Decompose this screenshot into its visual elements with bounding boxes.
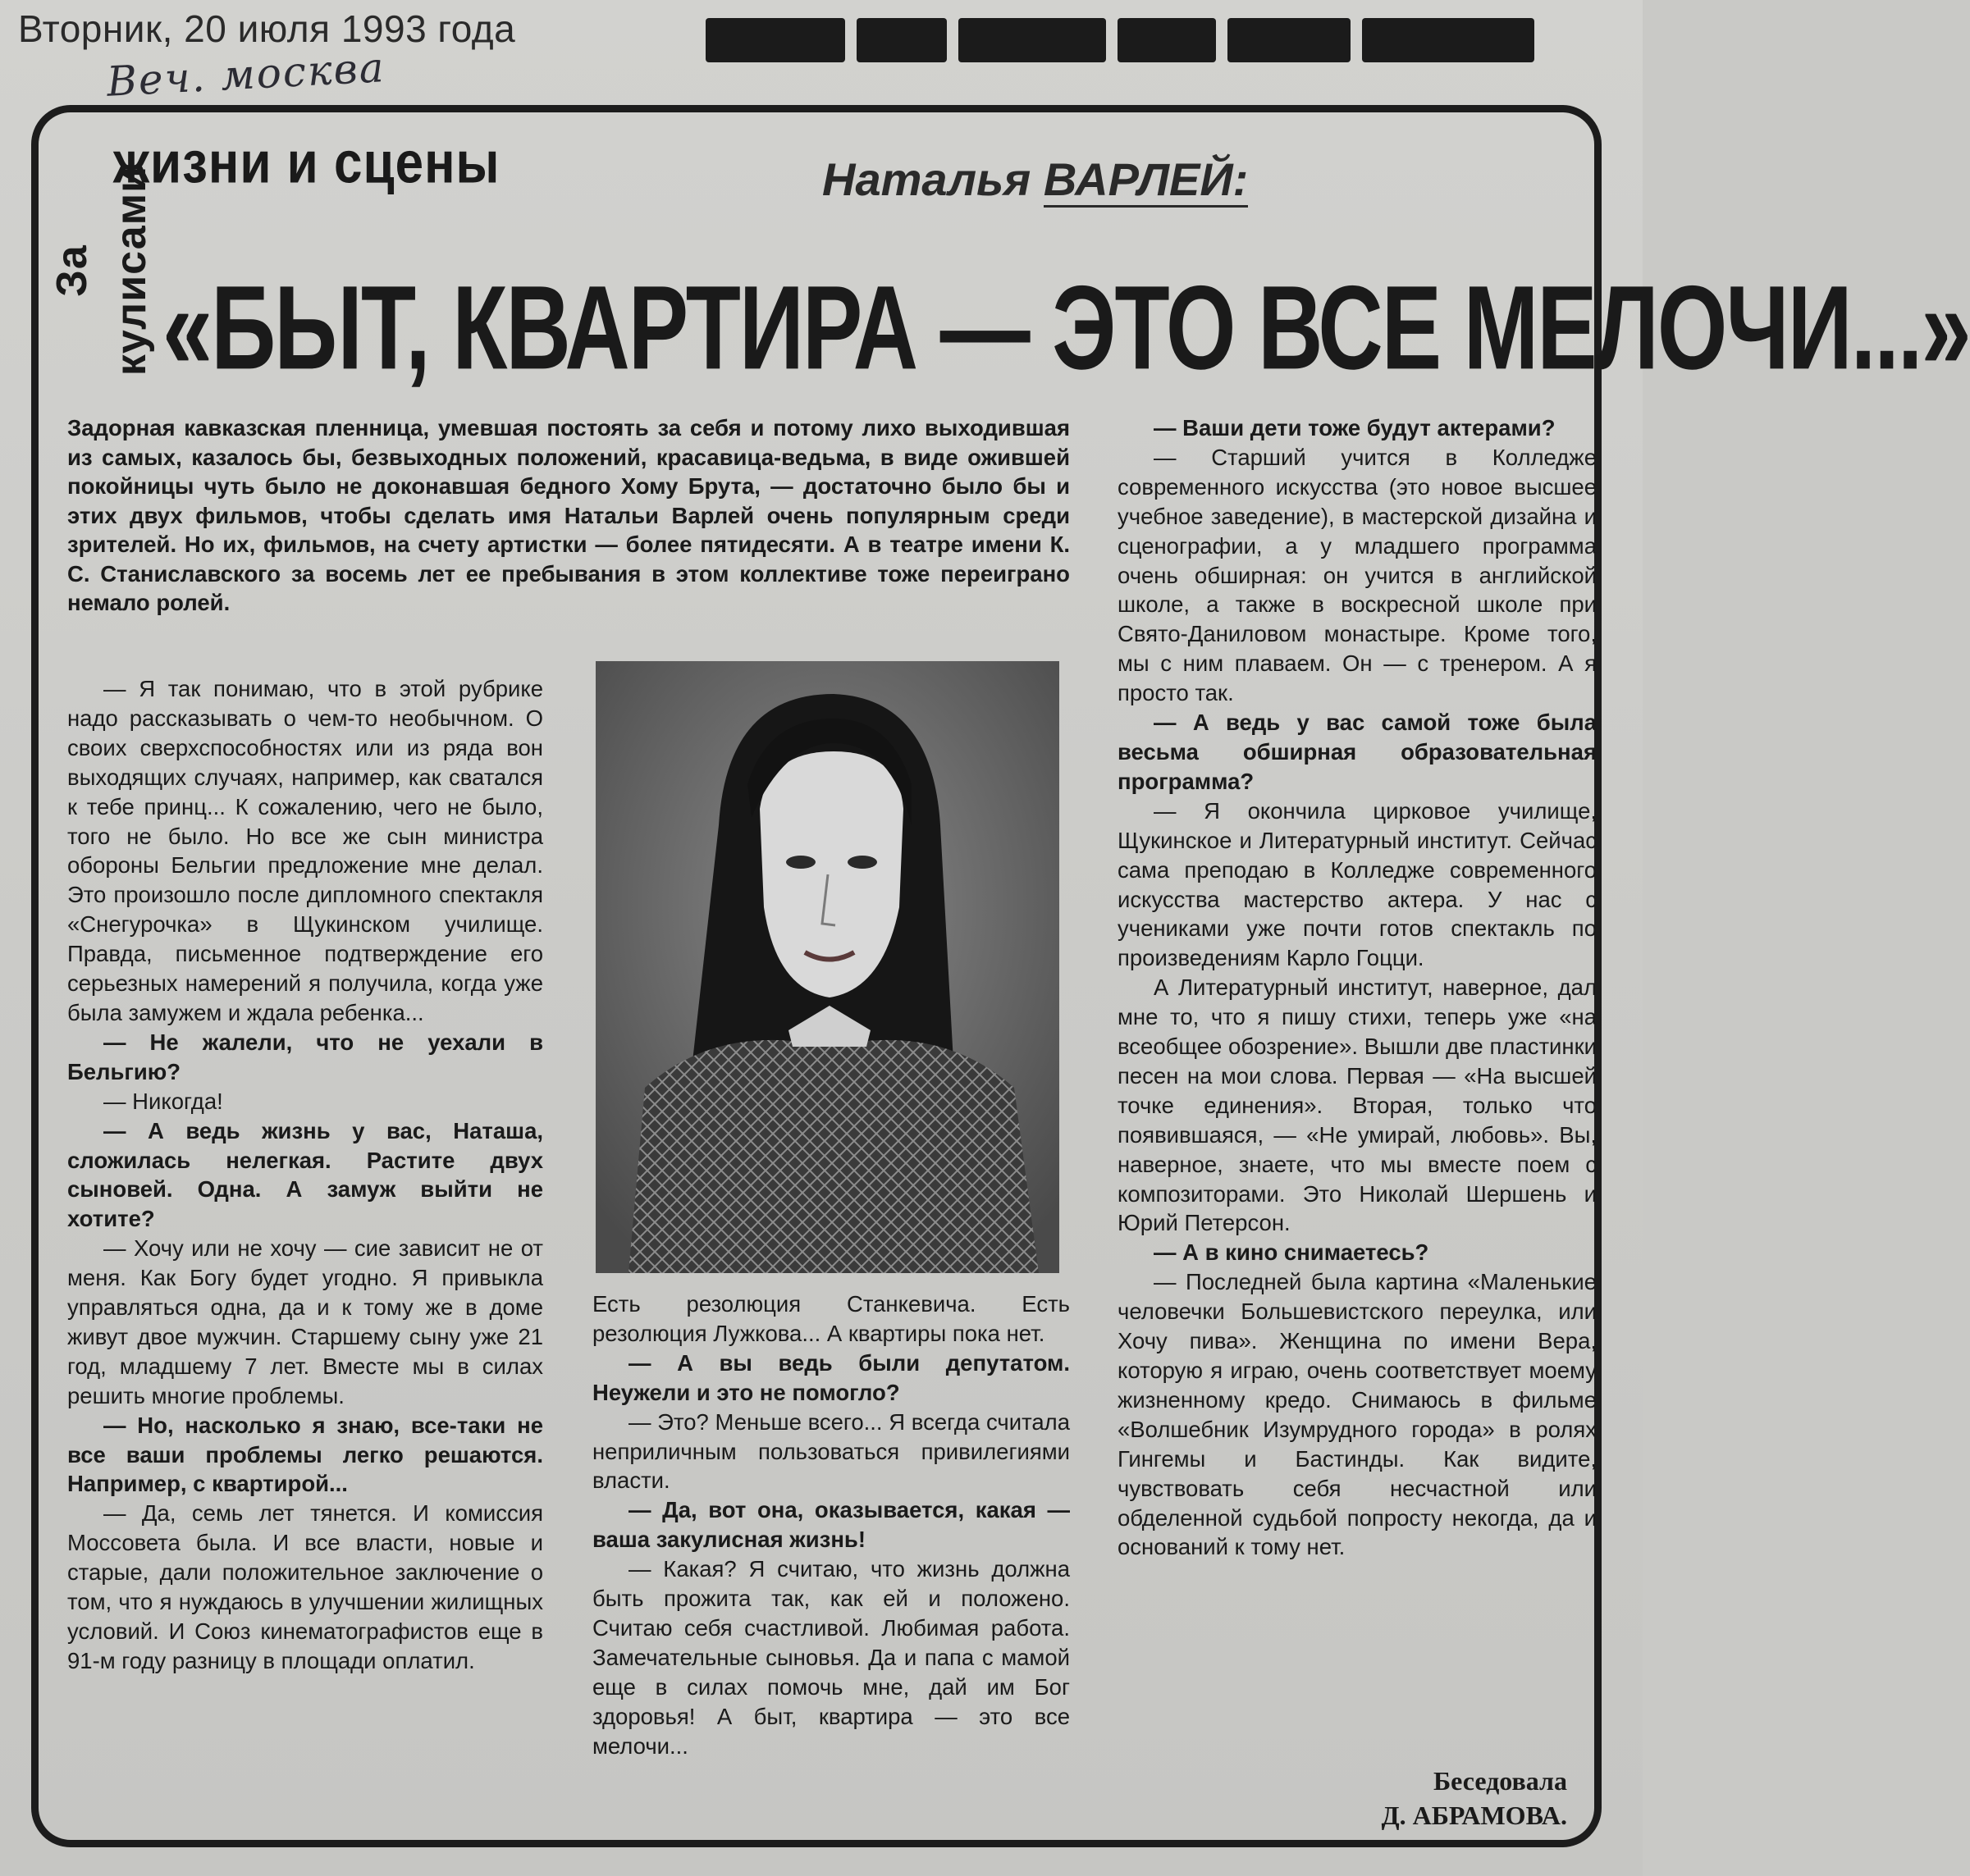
answer-paragraph: — Я окончила цирковое училище, Щукинское и Литературный институт. Сейчас сама преподаю в Колледже современного искусства мастерство актера. У нас с учениками уже почти готов спектакль по произведениям Карло Гоцци. xyxy=(1118,797,1597,971)
byline-first-name: Наталья xyxy=(822,153,1031,205)
answer-paragraph: — Последней была картина «Маленькие человечки Большевистского переулка, или Хочу пива». Женщина по имени Вера, которую я играю, очень соответствует моему жизненному кредо. Снимаюсь в фильме «Волшебник Изумрудного города» в ролях Гингемы и Бастинды. Как видите, чувствовать себя несчастной или обделенной судьбой попросту некогда, да и оснований к тому нет. xyxy=(1118,1269,1597,1560)
answer-paragraph: А Литературный институт, наверное, дал мне то, что я пишу стихи, теперь уже «на всеобщее обозрение». Вышли две пластинки песен на мои слова. Первая — «На высшей точке единения». Вторая, только что появившаяся, — «Не умирай, любовь». Вы, наверное, знаете, что мы вместе поем с композиторами. Это Николай Шершень и Юрий Петерсон. xyxy=(1118,975,1597,1236)
question-paragraph: — А ведь у вас самой тоже была весьма обширная образовательная программа? xyxy=(1118,710,1597,794)
rubric-vertical xyxy=(43,144,155,398)
answer-paragraph: — Старший учится в Колледже современного искусства (это новое высшее учебное заведение), в мастерской дизайна и сценографии, а у младшего программа очень обширная: он учится в английской школе, а также в воскресной школе при Свято-Даниловом монастыре. Кроме того, мы с ним плаваем. Он — с тренером. А я просто так. xyxy=(1118,444,1597,706)
answer-paragraph: — Я так понимаю, что в этой рубрике надо рассказывать о чем-то необычном. О своих сверхспособностях или из ряда вон выходящих случаях, например, как сватался к тебе принц... К сожалению, чего не было, того не было. Но все же сын министра обороны Бельгии предложение мне делал. Это произошло после дипломного спектакля «Снегурочка» в Щукинском училище. Правда, письменное подтверждение его серьезных намерений я получила, когда уже была замужем и ждала ребенка... xyxy=(67,676,543,1025)
answer-paragraph: — Хочу или не хочу — сие зависит не от меня. Как Богу будет угодно. Я привыкла управляться одна, да и к тому же в доме живут двое мужчин. Старшему сыну уже 21 год, младшему 7 лет. Вместе мы в силах решить многие проблемы. xyxy=(67,1235,543,1408)
question-paragraph: — Да, вот она, оказывается, какая — ваша закулисная жизнь! xyxy=(592,1497,1070,1553)
answer-paragraph: — Никогда! xyxy=(103,1088,223,1114)
handwritten-note: Веч. москва xyxy=(105,43,386,106)
question-paragraph: — Ваши дети тоже будут актерами? xyxy=(1154,415,1556,440)
question-paragraph: — А вы ведь были депутатом. Неужели и это не помогло? xyxy=(592,1349,1070,1405)
column-middle xyxy=(592,1289,1070,1761)
signature-block xyxy=(1296,1764,1567,1833)
lead-paragraph: Задорная кавказская пленница, умевшая постоять за себя и потому лихо выходившая из самых, казалось бы, безвыходных положений, красавица-ведьма, в виде ожившей покойницы чуть было не доконавшая бедного Хому Брута, — достаточно было бы и этих двух фильмов, чтобы сделать имя Натальи Варлей очень популярным среди зрителей. Но их, фильмов, на счету артистки — более пятидесяти. А в театре имени К. С. Станиславского за восемь лет ее пребывания в этом коллективе тоже переиграно немало ролей. xyxy=(67,415,1070,615)
dateline: Вторник, 20 июля 1993 года xyxy=(18,7,516,50)
byline-last-name: ВАРЛЕЙ: xyxy=(1044,153,1248,208)
question-paragraph: — Не жалели, что не уехали в Бельгию? xyxy=(67,1029,543,1084)
byline xyxy=(822,153,1248,206)
portrait-photo xyxy=(596,661,1059,1273)
answer-paragraph: — Это? Меньше всего... Я всегда считала неприличным пользоваться привилегиями власти. xyxy=(592,1408,1070,1494)
rubric-horizontal: жизни и сцены xyxy=(113,130,500,196)
signature-line-2: Д. АБРАМОВА. xyxy=(1381,1801,1567,1830)
question-paragraph: — А ведь жизнь у вас, Наташа, сложилась нелегкая. Растите двух сыновей. Одна. А замуж выйти не хотите? xyxy=(67,1117,543,1232)
masthead-logo xyxy=(706,15,1551,66)
rubric-vertical-text: За кулисами xyxy=(48,165,155,377)
answer-paragraph: — Какая? Я считаю, что жизнь должна быть прожита так, как ей и положено. Считаю себя счастливой. Любимая работа. Замечательные сыновья. Да и папа с мамой еще в силах помочь мне, дай им Бог здоровья! А быт, квартира — это все мелочи... xyxy=(592,1556,1070,1759)
signature-line-1: Беседовала xyxy=(1433,1766,1567,1796)
question-paragraph: — А в кино снимаетесь? xyxy=(1154,1239,1429,1266)
question-paragraph: — Но, насколько я знаю, все-таки не все ваши проблемы легко решаются. Например, с квартирой... xyxy=(67,1412,543,1497)
portrait-image xyxy=(596,661,1059,1273)
headline: «БЫТ, КВАРТИРА — ЭТО ВСЕ МЕЛОЧИ...» xyxy=(162,261,1970,395)
answer-paragraph: Есть резолюция Станкевича. Есть резолюция Лужкова... А квартиры пока нет. xyxy=(592,1291,1070,1346)
column-left xyxy=(67,674,543,1676)
column-right xyxy=(1118,413,1597,1562)
answer-paragraph: — Да, семь лет тянется. И комиссия Моссовета была. И все власти, новые и старые, дали положительное заключение о том, что я нуждаюсь в улучшении жилищных условий. И Союз кинематографистов еще в 91-м году разницу в площади оплатил. xyxy=(67,1500,543,1673)
